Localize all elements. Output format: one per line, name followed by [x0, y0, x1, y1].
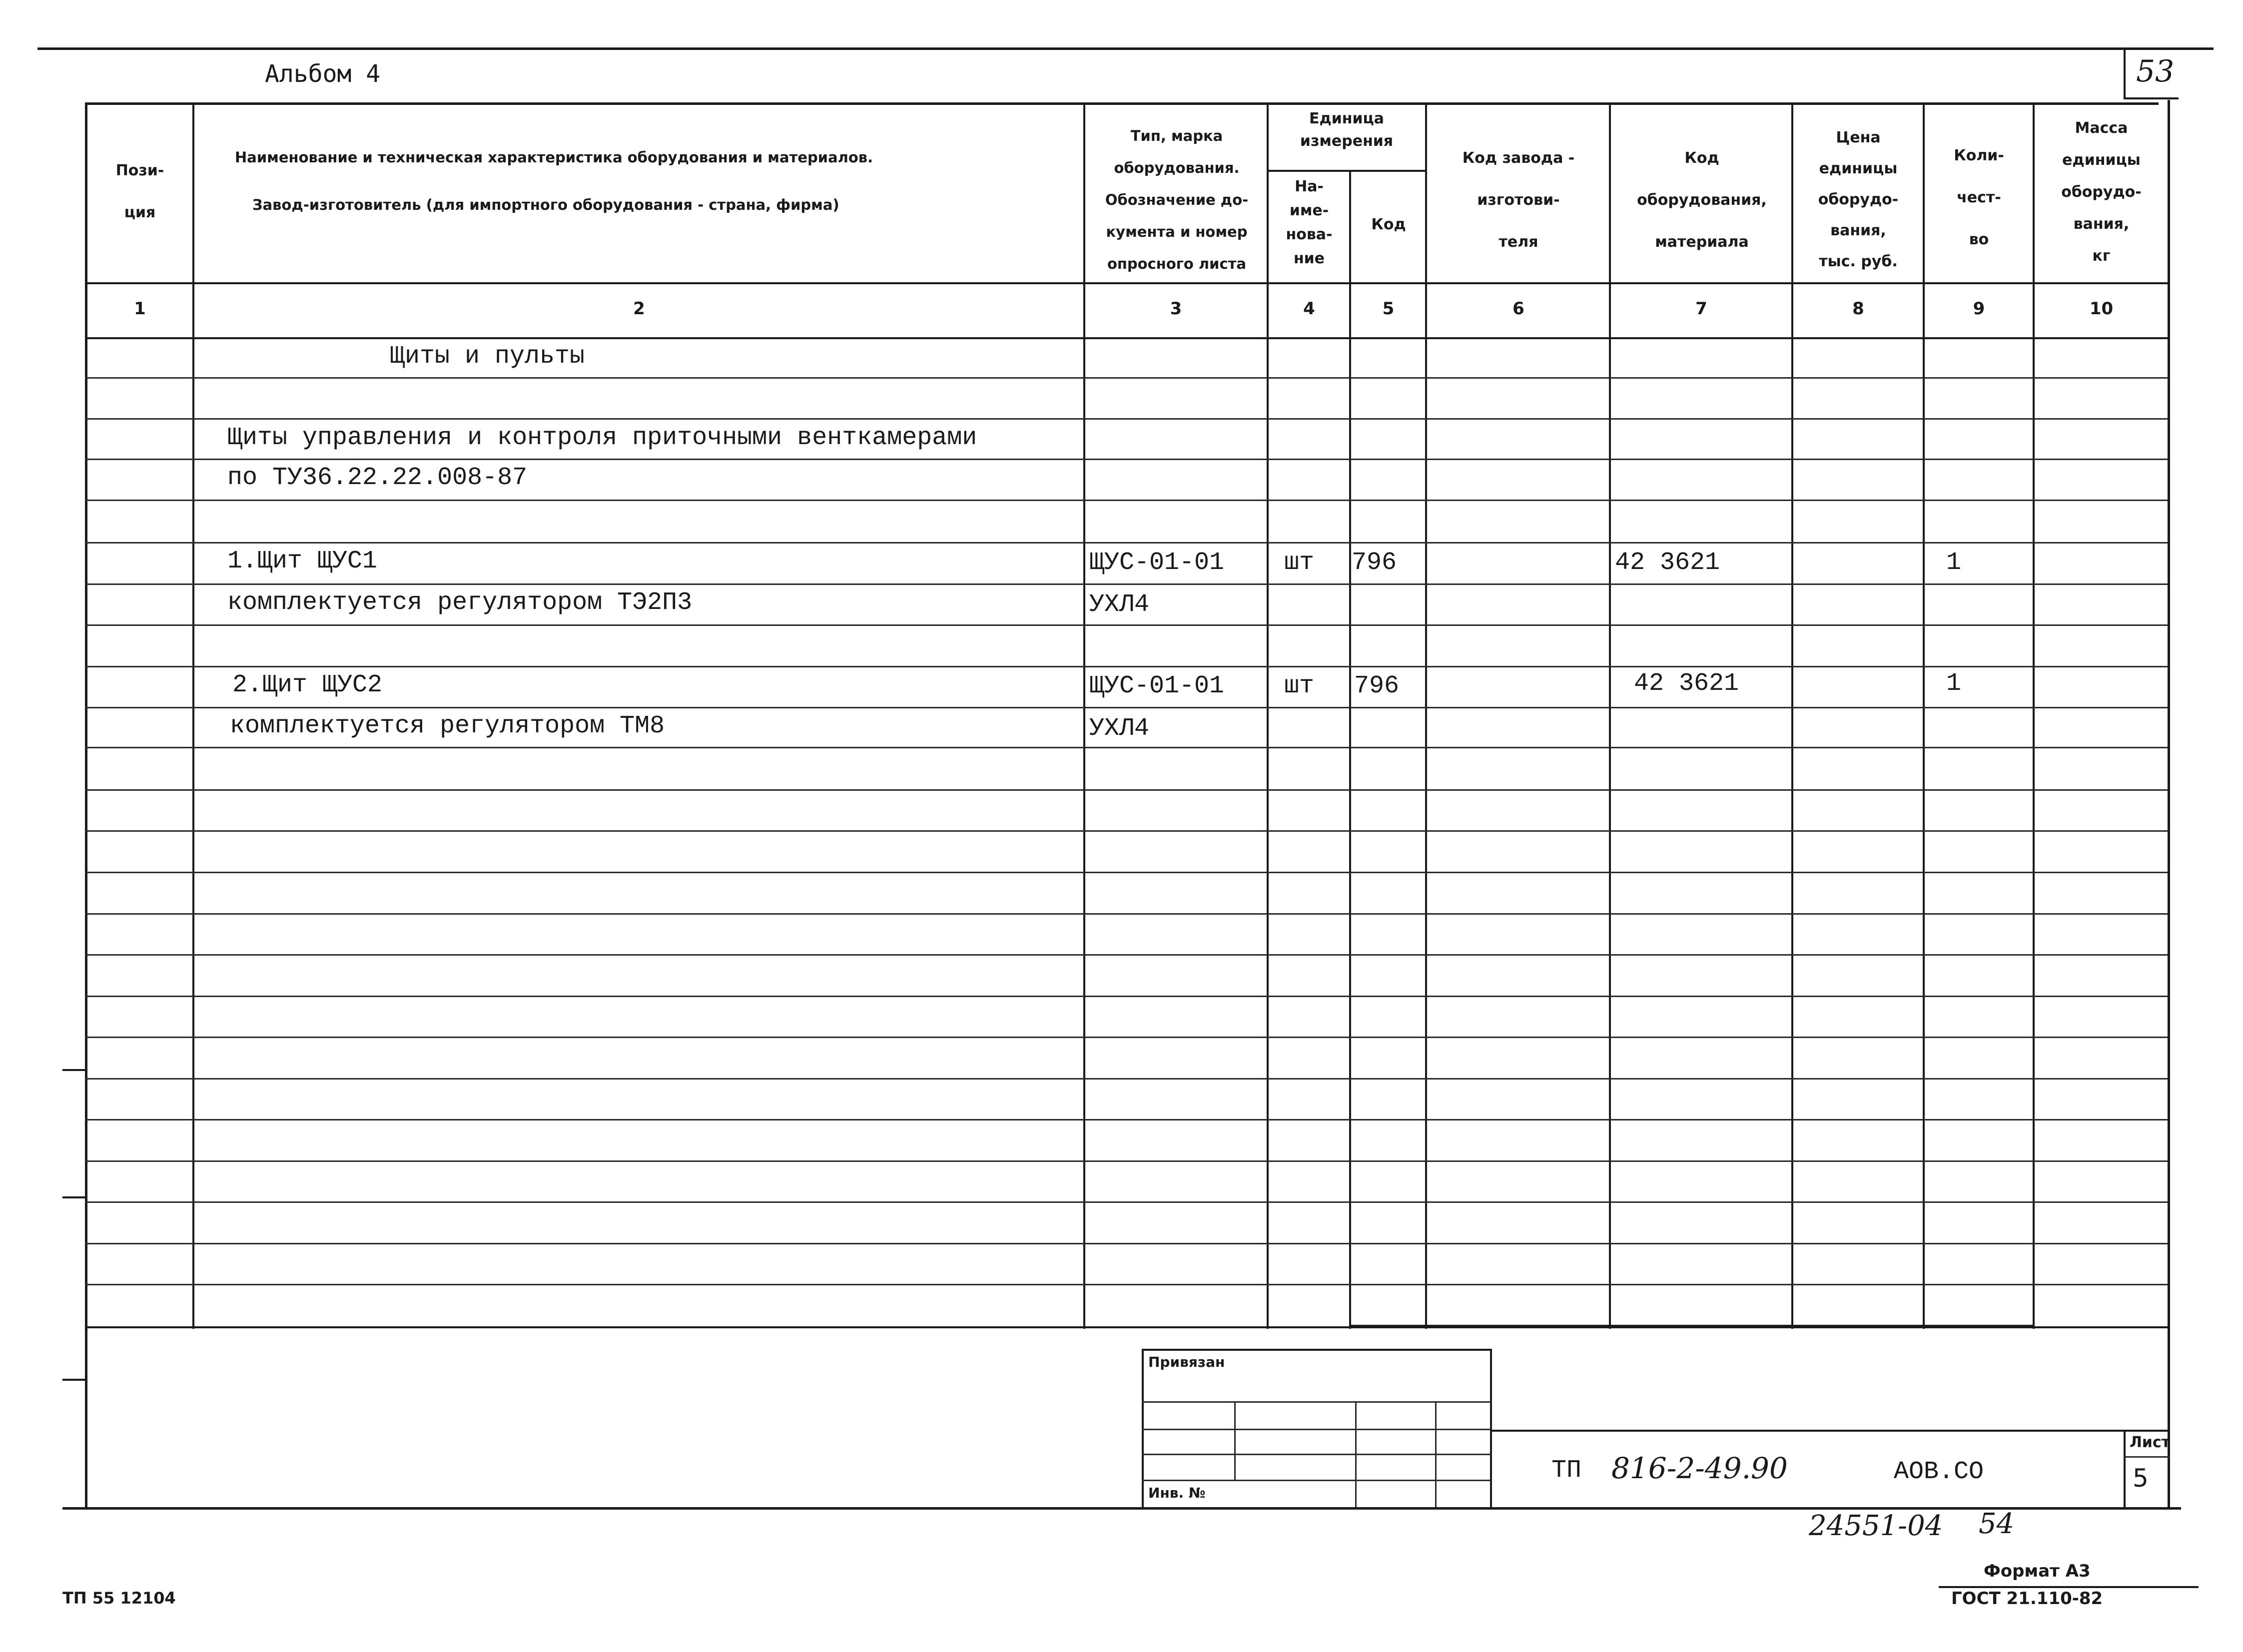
stamp-line [1355, 1401, 1357, 1509]
handwritten-page-number: 53 [2136, 54, 2175, 89]
col-number: 2 [633, 299, 645, 319]
header-col5: Код [1371, 216, 1406, 233]
document-mark: АОВ.СО [1894, 1458, 1984, 1486]
footer-line [1939, 1586, 2199, 1588]
table-top-border [85, 102, 2159, 105]
header-bottom-line [85, 282, 2169, 284]
row-line [85, 747, 2169, 748]
archive-page: 54 [1979, 1508, 2015, 1540]
group-title-line1: Щиты управления и контроля приточными венткамерами [227, 424, 977, 452]
stamp-line [1142, 1401, 1492, 1403]
col-divider-4 [1349, 170, 1351, 1329]
header-col2-line2: Завод-изготовитель (для импортного оборудования - страна, фирма) [252, 196, 839, 213]
item-unit: шт [1284, 549, 1315, 577]
col-divider-8 [1923, 102, 1925, 1329]
item-unit: шт [1284, 672, 1315, 700]
inventory-number-label: Инв. № [1148, 1485, 1206, 1501]
row-line [85, 913, 2169, 915]
row-line [85, 1284, 2169, 1285]
stamp-line [1490, 1430, 2170, 1432]
numbers-bottom-line [85, 337, 2169, 339]
item-name: 1.Щит ЩУС1 [227, 547, 378, 575]
item-equipment-code: 42 3621 [1634, 669, 1739, 698]
row-line [85, 1078, 2169, 1080]
row-line [85, 1243, 2169, 1244]
row-line [85, 542, 2169, 544]
col-number: 1 [134, 299, 146, 319]
row-line [85, 666, 2169, 667]
designation-number: 816-2-49.90 [1611, 1451, 1788, 1485]
header-col7: Код оборудования, материала [1637, 149, 1767, 251]
item-name: 2.Щит ЩУС2 [232, 671, 383, 699]
stamp-line [1234, 1401, 1236, 1480]
col-divider-6 [1609, 102, 1611, 1329]
col-number: 10 [2089, 299, 2114, 319]
row-line [85, 377, 2169, 379]
item-unit-code: 796 [1352, 549, 1397, 577]
header-col9: Коли- чест- во [1954, 147, 2004, 248]
header-col8: Цена единицы оборудо- вания, тыс. руб. [1818, 129, 1899, 270]
page-number-box-bottom [2124, 97, 2179, 99]
row-line [85, 872, 2169, 873]
item-quantity: 1 [1946, 549, 1962, 577]
col-number: 6 [1512, 299, 1524, 319]
sheet-label: Лист [2130, 1434, 2171, 1451]
row-line [85, 1160, 2169, 1162]
table-right-border [2168, 100, 2170, 1509]
row-line [85, 1201, 2169, 1203]
privyazan-label: Привязан [1148, 1354, 1225, 1370]
body-bottom-line [85, 1326, 2169, 1328]
col-divider-7 [1791, 102, 1793, 1329]
stamp-line [1142, 1349, 1492, 1351]
row-line [85, 583, 2169, 585]
album-label: Альбом 4 [265, 60, 381, 88]
row-line [85, 954, 2169, 956]
item-type: ЩУС-01-01 [1089, 672, 1225, 700]
col-number: 8 [1852, 299, 1864, 319]
group-title-line2: по ТУ36.22.22.008-87 [227, 464, 528, 492]
header-col3: Тип, марка оборудования. Обозначение до- кумента и номер опросного листа [1105, 127, 1249, 272]
header-unit-group: Единица измерения [1300, 110, 1394, 150]
col-number: 3 [1170, 299, 1182, 319]
item-unit-code: 796 [1354, 672, 1400, 700]
stamp-line [1142, 1429, 1492, 1430]
archive-code: 24551-04 [1809, 1510, 1943, 1542]
stamp-line [1435, 1401, 1437, 1509]
margin-tick [62, 1379, 87, 1381]
item-type: УХЛ4 [1089, 714, 1150, 743]
item-name: комплектуется регулятором ТМ8 [230, 712, 665, 740]
stamp-line [1142, 1480, 1492, 1481]
row-line [85, 1119, 2169, 1120]
col-number: 7 [1695, 299, 1707, 319]
archive-stamp-left: ТП 55 12104 [62, 1589, 176, 1608]
stamp-line [2124, 1430, 2126, 1510]
header-col2-line1: Наименование и техническая характеристика оборудования и материалов. [235, 149, 873, 166]
top-border-line [37, 47, 2214, 50]
col-divider-1 [192, 102, 194, 1329]
row-line [85, 500, 2169, 501]
designation-prefix: ТП [1551, 1456, 1582, 1485]
header-col6: Код завода - изготови- теля [1462, 149, 1575, 251]
header-col10: Масса единицы оборудо- вания, кг [2061, 119, 2142, 265]
section-title: Щиты и пульты [390, 342, 585, 371]
col-number: 5 [1382, 299, 1395, 319]
row-line [85, 707, 2169, 708]
row-line [85, 789, 2169, 791]
col-divider-3 [1267, 102, 1269, 1329]
header-col4: На- име- нова- ние [1286, 178, 1333, 267]
stamp-line [2124, 1456, 2170, 1458]
row-line [85, 624, 2169, 626]
item-equipment-code: 42 3621 [1615, 549, 1720, 577]
col-number: 9 [1973, 299, 1985, 319]
item-name: комплектуется регулятором ТЭ2П3 [227, 588, 693, 617]
header-col1: Пози- ция [115, 162, 164, 221]
col-divider-9 [2033, 102, 2035, 1329]
margin-tick [62, 1069, 87, 1071]
item-type: ЩУС-01-01 [1089, 549, 1225, 577]
page-number-box-left [2124, 47, 2126, 97]
row-line [85, 1037, 2169, 1038]
col-divider-5 [1425, 102, 1427, 1329]
format-label: Формат А3 [1984, 1561, 2091, 1581]
margin-tick [62, 1196, 87, 1198]
stamp-line [1142, 1454, 1492, 1455]
row-line [85, 459, 2169, 460]
item-quantity: 1 [1946, 669, 1962, 698]
row-line [85, 996, 2169, 997]
row-line [85, 418, 2169, 420]
item-type: УХЛ4 [1089, 590, 1150, 619]
sheet-number: 5 [2133, 1464, 2149, 1493]
gost-label: ГОСТ 21.110-82 [1951, 1589, 2103, 1609]
col-divider-2 [1083, 102, 1085, 1329]
unit-group-divider [1267, 170, 1425, 172]
row-line [85, 830, 2169, 832]
col-number: 4 [1303, 299, 1315, 319]
